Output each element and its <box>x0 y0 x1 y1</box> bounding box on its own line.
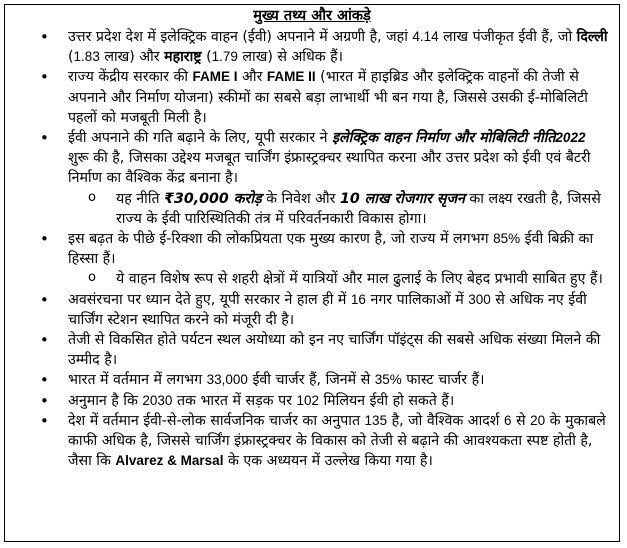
number: 2030 <box>142 392 173 408</box>
section-heading: मुख्य तथ्य और आंकड़े <box>253 8 371 24</box>
text: भारत में वर्तमान में लगभग <box>68 372 207 389</box>
key-facts-box <box>4 4 620 542</box>
number: 6 <box>503 412 512 428</box>
fact-ayodhya: • तेजी से विकसित होते पर्यटन स्थल अयोध्या को इन नए चार्जिंग पॉइंट्स की सबसे अधिक संख्या मिलने की उम्मीद है। <box>5 330 619 370</box>
text: ईवी बिक्री का हिस्सा हैं। <box>68 231 594 268</box>
text: ईवी अपनाने की गति बढ़ाने के लिए, यूपी सरकार ने <box>68 130 333 147</box>
number: 33,000 <box>206 372 248 388</box>
text: अनुमान है कि <box>68 392 143 409</box>
text: ( <box>201 49 212 66</box>
text: देश में वर्तमान ईवी-से-लोक सार्वजनिक चार्जर का अनुपात <box>68 412 365 429</box>
text: अवसंरचना पर ध्यान देते हुए, यूपी सरकार ने हाल ही में <box>68 291 351 308</box>
number: 16 <box>350 291 366 307</box>
fame-1-label: FAME I <box>192 69 238 85</box>
delhi-label: दिल्ली <box>576 29 608 45</box>
e-rickshaw-subpoints <box>68 269 609 289</box>
fact-e-rickshaw-effective: o ये वाहन विशेष रूप से शहरी क्षेत्रों में यात्रियों और माल ढुलाई के लिए बेहद प्रभावी साबित हुए हैं। <box>68 269 609 289</box>
text: से अधिक नए ईवी चार्जिंग स्टेशन स्थापित करने को मंजूरी दी है। <box>68 291 587 328</box>
fact-fame-schemes <box>5 67 619 128</box>
number: 20 <box>530 412 546 428</box>
text: यह नीति <box>116 190 165 207</box>
number: 85% <box>493 231 521 247</box>
text: मिलियन ईवी हो सकते हैं। <box>318 392 455 409</box>
number: 135 <box>364 412 388 428</box>
fact-charger-ratio <box>5 411 619 472</box>
investment-amount: ₹30,000 करोड़ <box>164 190 262 207</box>
fame-2-label: FAME II <box>266 69 316 85</box>
text: (भारत में हाइब्रिड और इलेक्ट्रिक वाहनों की तेजी से अपनाने और निर्माण योजना) स्कीमों का सबसे बड़ा लाभार्थी भी बन गया है, जिससे उसकी ई-मोबिलिटी पहलों को मजबूती मिली है। <box>68 69 588 126</box>
fact-ev-adoption-leader <box>5 27 619 67</box>
number: 4.14 <box>412 29 439 44</box>
fact-2030-estimate <box>5 391 619 411</box>
firm-name: Alvarez & Marsal <box>115 453 224 469</box>
fact-ev-policy <box>5 128 619 229</box>
text: और <box>237 69 267 86</box>
text: इस बढ़त के पीछे ई-रिक्शा की लोकप्रियता एक मुख्य कारण है, जो राज्य में लगभग <box>68 231 494 248</box>
text: शुरू की है, जिसका उद्देश्य मजबूत चार्जिंग इंफ्रास्ट्रक्चर स्थापित करना और उत्तर प्रदेश को ईवी एवं बैटरी निर्माण का वैश्विक केंद्र बनाना है। <box>68 150 591 187</box>
jobs-target: 10 लाख रोजगार सृजन <box>339 190 465 207</box>
text: लाख) और <box>99 49 165 66</box>
number: 102 <box>296 392 319 408</box>
text: का लक्ष्य रखती है, जिससे राज्य के ईवी पारिस्थितिकी तंत्र में परिवर्तनकारी विकास होगा। <box>116 190 601 227</box>
maharashtra-label: महाराष्ट्र <box>164 49 202 66</box>
number: 300 <box>468 291 491 307</box>
text: के मुकाबले काफी अधिक है, जिससे चार्जिंग इंफ्रास्ट्रक्चर के विकास को तेजी से बढ़ाने की आवश्यकता स्पष्ट होती है, जैसा कि <box>68 412 606 470</box>
facts-list <box>5 27 619 471</box>
policy-name: इलेक्ट्रिक वाहन निर्माण और मोबिलिटी नीति <box>332 130 556 147</box>
text: उत्तर प्रदेश देश में इलेक्ट्रिक वाहन (ईवी) अपनाने में अग्रणी है, जहां <box>68 29 413 45</box>
text: ( <box>68 49 74 66</box>
text: तक भारत में सड़क पर <box>172 392 297 409</box>
policy-year: 2022 <box>555 130 586 146</box>
fact-investment-target <box>68 189 609 229</box>
fact-charging-stations <box>5 290 619 330</box>
text: लाख) से अधिक हैं। <box>237 49 344 66</box>
text: है, जो वैश्विक आदर्श <box>387 412 504 429</box>
number: 1.83 <box>73 49 100 65</box>
number: 1.79 <box>211 49 238 65</box>
text: के निवेश और <box>261 190 340 207</box>
text: नगर पालिकाओं में <box>365 291 469 308</box>
fact-india-chargers <box>5 370 619 390</box>
number: 35% <box>374 372 402 388</box>
policy-subpoints <box>68 189 609 229</box>
text: लाख पंजीकृत ईवी हैं, जो <box>438 29 577 45</box>
text: फास्ट चार्जर हैं। <box>401 372 485 389</box>
fact-e-rickshaw <box>5 229 619 290</box>
text: ईवी चार्जर हैं, जिनमें से <box>247 372 375 389</box>
text: के एक अध्ययन में उल्लेख किया गया है। <box>223 453 433 470</box>
text: से <box>511 412 531 429</box>
text: राज्य केंद्रीय सरकार की <box>68 69 193 86</box>
